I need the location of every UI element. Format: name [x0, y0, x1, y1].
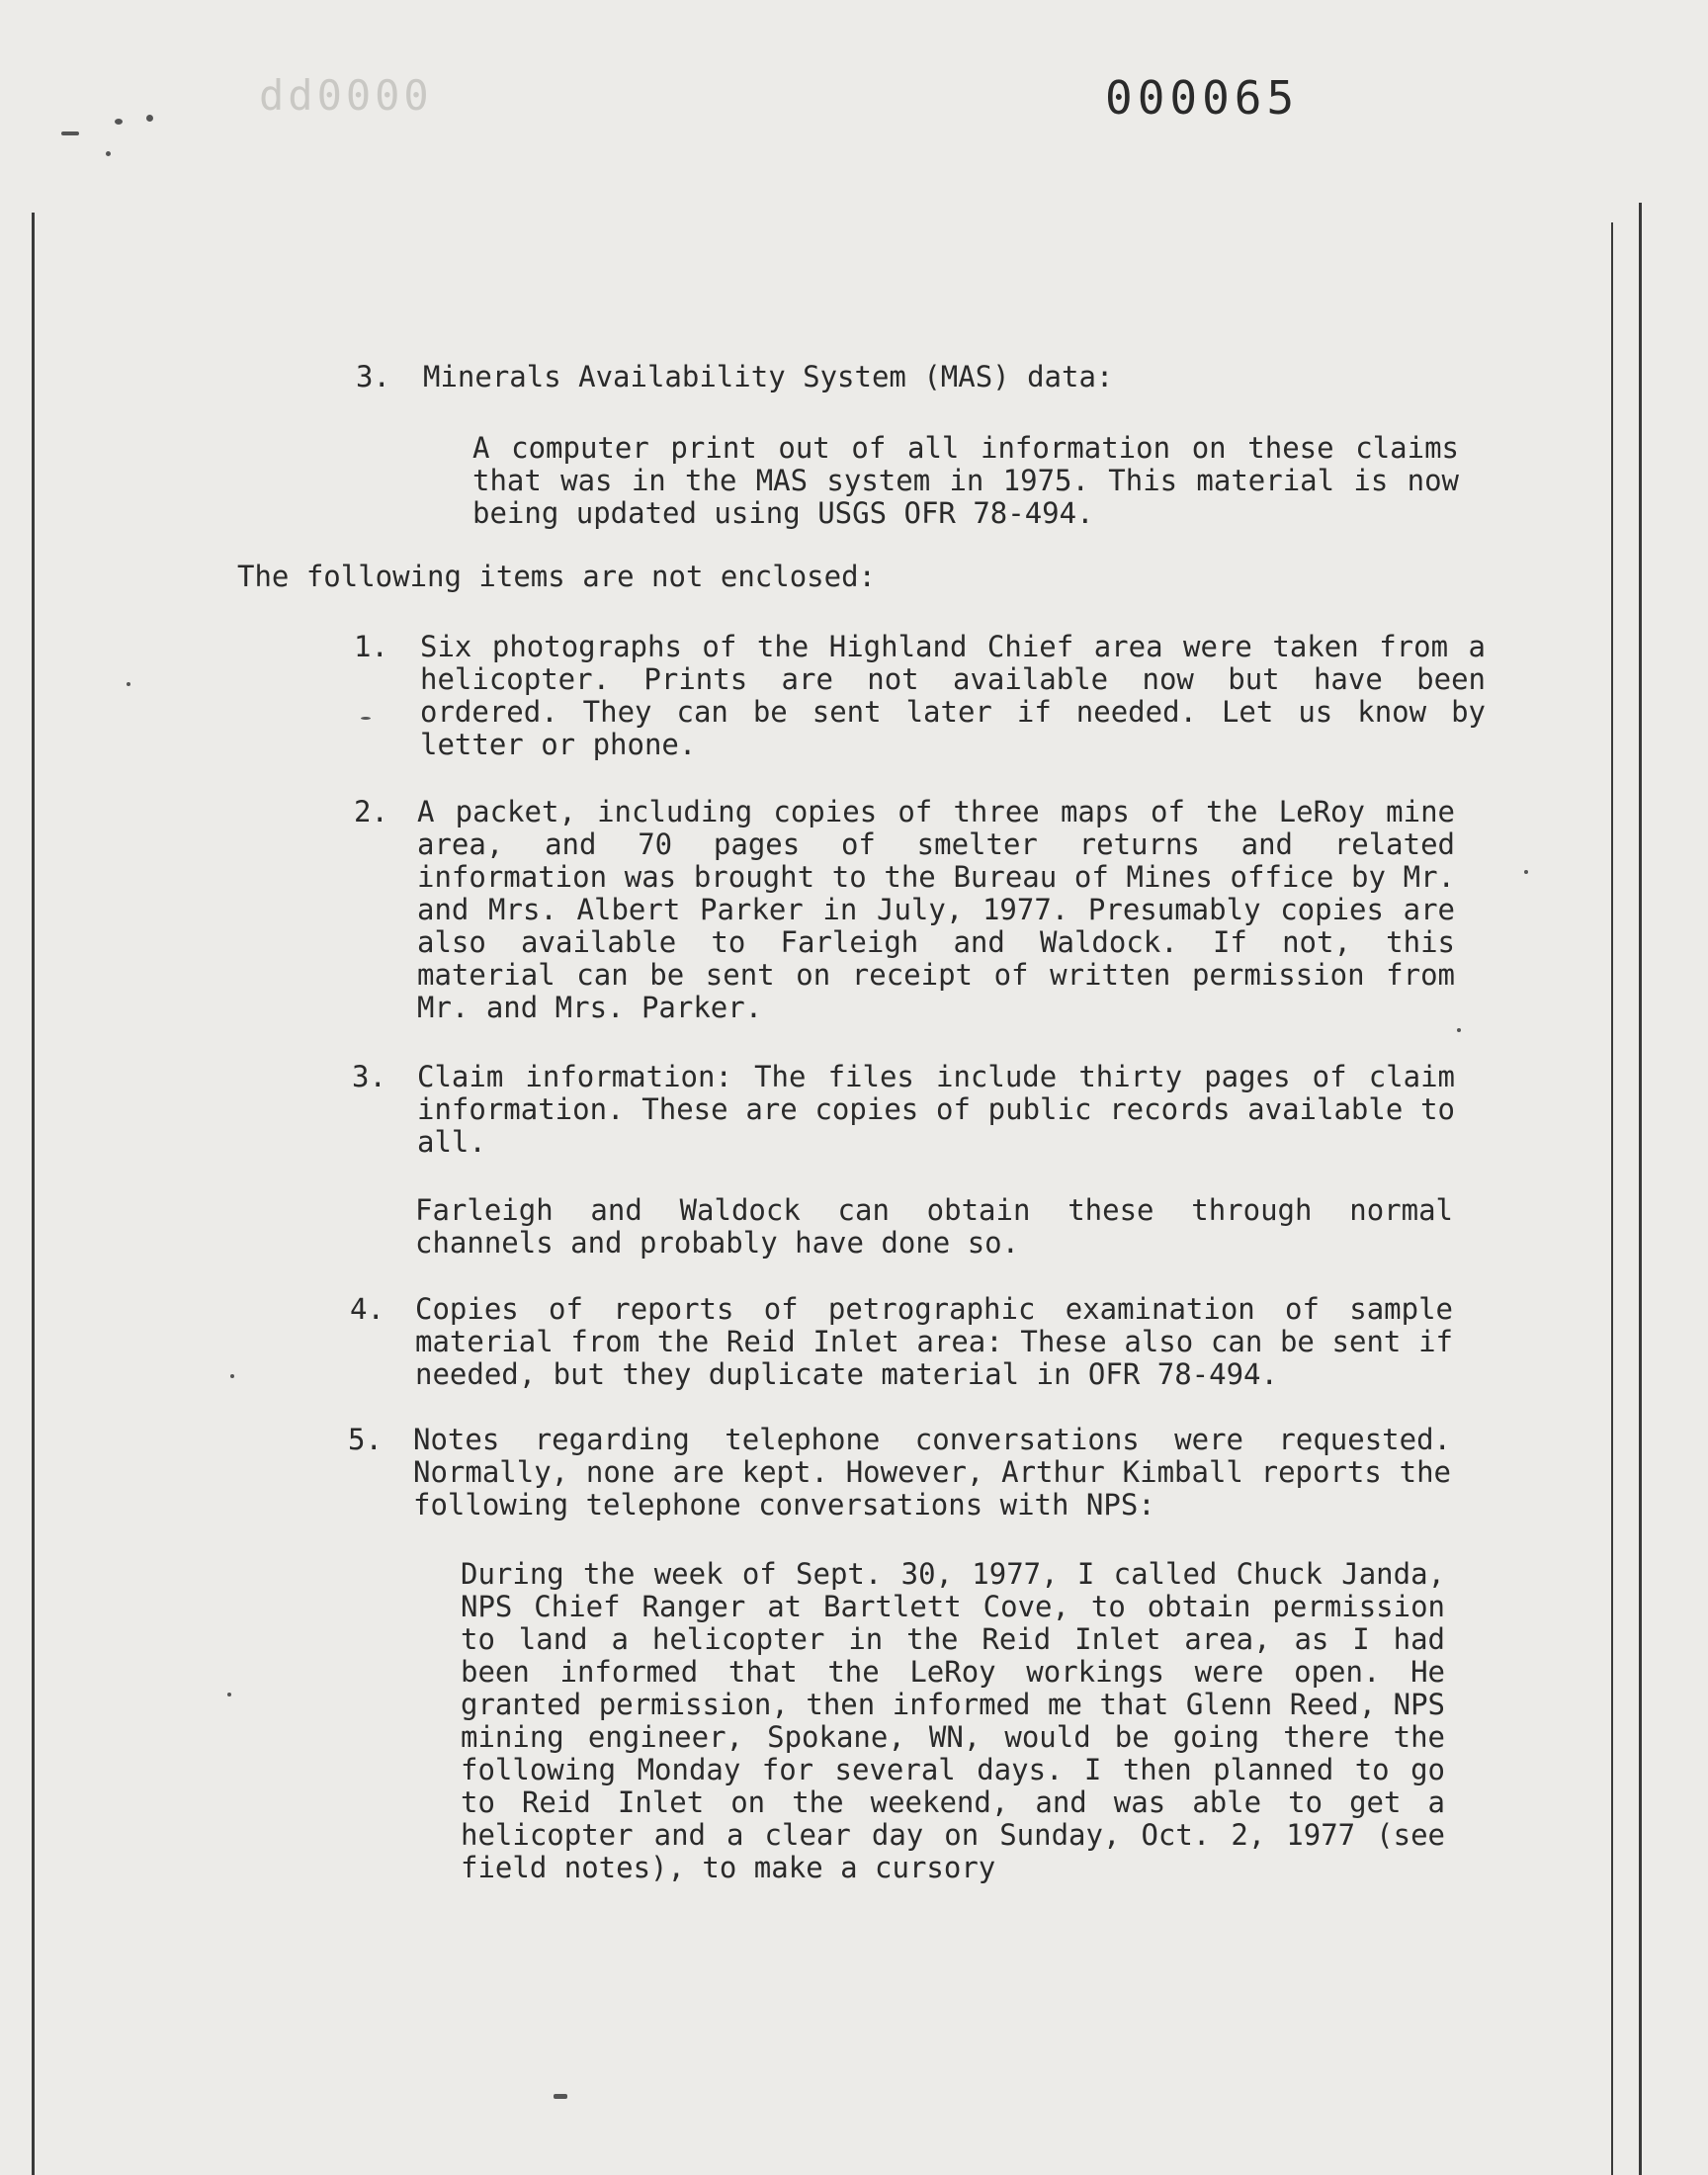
item-5-number: 5.: [348, 1423, 383, 1456]
right-margin-rule-inner: [1611, 222, 1613, 2175]
item-3-number: 3.: [352, 1060, 386, 1093]
right-margin-rule-outer: [1639, 203, 1642, 2175]
faded-stamp-number: dd0000: [259, 71, 433, 120]
item-5-text: Notes regarding telephone conversations were requested. Normally, none are kept. However, Arthur Kimball reports the following telephone conversations with NPS:: [413, 1423, 1469, 1522]
mas-item-title: Minerals Availability System (MAS) data:: [423, 360, 1114, 393]
item-4-number: 4.: [350, 1292, 384, 1326]
not-enclosed-intro: The following items are not enclosed:: [237, 560, 877, 593]
item-5-quote: During the week of Sept. 30, 1977, I called Chuck Janda, NPS Chief Ranger at Bartlett Cove, to obtain permission to land a helicopter in the Reid Inlet area, as I had been informed that the LeRoy workings were open. He granted permission, then informed me that Glenn Reed, NPS mining engineer, Spokane, WN, would be going there the following Monday for several days. I then planned to go to Reid Inlet on the weekend, and was able to get a helicopter and a clear day on Sunday, Oct. 2, 1977 (see field notes), to make a cursory: [461, 1557, 1463, 1884]
mas-item-number: 3.: [356, 360, 390, 393]
item-3-text: Claim information: The files include thirty pages of claim information. These are copies of public records available to all.: [417, 1060, 1473, 1159]
item-1-text: Six photographs of the Highland Chief area were taken from a helicopter. Prints are not available now but have been ordered. They can be sent later if needed. Let us know by letter or phone.: [420, 630, 1503, 761]
item-2-text: A packet, including copies of three maps of the LeRoy mine area, and 70 pages of smelter returns and related information was brought to the Bureau of Mines office by Mr. and Mrs. Albert Parker in July, 1977. Presumably copies are also available to Farleigh and Waldock. If not, this material can be sent on receipt of written permission from Mr. and Mrs. Parker.: [417, 795, 1473, 1024]
item-2-number: 2.: [354, 795, 388, 828]
left-margin-rule: [32, 213, 35, 2175]
item-3-followup: Farleigh and Waldock can obtain these through normal channels and probably have done so.: [415, 1193, 1471, 1260]
page-number: 000065: [1105, 71, 1300, 125]
item-4-text: Copies of reports of petrographic examination of sample material from the Reid Inlet area: These also can be sent if needed, but they duplicate material in OFR 78-494.: [415, 1292, 1471, 1391]
mas-item-body: A computer print out of all information on these claims that was in the MAS system in 1975. This material is now being updated using USGS OFR 78-494.: [472, 431, 1477, 530]
item-1-number: 1.: [354, 630, 388, 663]
